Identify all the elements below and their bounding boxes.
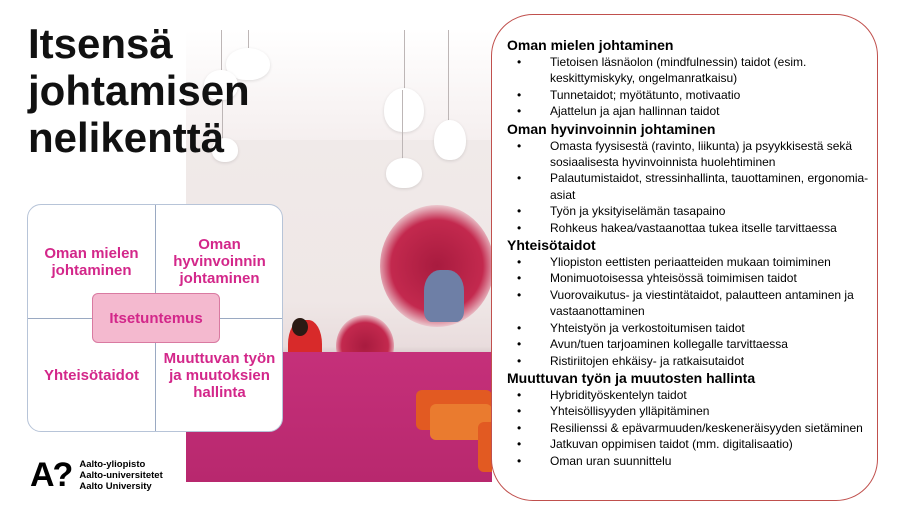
list-item: • Vuorovaikutus- ja viestintätaidot, palautteen antaminen ja vastaanottaminen [507, 287, 877, 320]
logo-mark: A? [30, 456, 72, 494]
list-item: • Yliopiston eettisten periaatteiden mukaan toimiminen [507, 254, 877, 270]
quadrant-center: Itsetuntemus [92, 293, 220, 343]
bullet-list [507, 138, 877, 236]
list-item: • Resilienssi & epävarmuuden/keskeneräisyyden sietäminen [507, 420, 877, 436]
section-title: Oman hyvinvoinnin johtaminen [507, 120, 716, 137]
logo-line: Aalto-yliopisto [79, 458, 146, 470]
list-item: • Avun/tuen tarjoaminen kollegalle tarvittaessa [507, 336, 877, 352]
list-item: • Omasta fyysisestä (ravinto, liikunta) ja psyykkisestä sekä sosiaalisesta hyvinvoinnista huolehtiminen [507, 138, 877, 171]
section-title: Yhteisötaidot [507, 237, 596, 254]
section [507, 236, 877, 369]
list-item: • Monimuotoisessa yhteisössä toimimisen taidot [507, 270, 877, 286]
title-line: johtamisen [28, 67, 250, 114]
quadrant-label: Oman hyvinvoinnin johtaminen [173, 236, 266, 287]
title-line: nelikenttä [28, 114, 225, 161]
person-head [292, 318, 308, 336]
list-item: • Yhteisöllisyyden ylläpitäminen [507, 403, 877, 419]
logo-line: Aalto University [79, 480, 152, 492]
bullet-list [507, 254, 877, 369]
list-item: • Ajattelun ja ajan hallinnan taidot [507, 103, 877, 119]
logo-text [79, 459, 162, 492]
list-item: • Tunnetaidot; myötätunto, motivaatio [507, 87, 877, 103]
list-item: • Hybridityöskentelyn taidot [507, 387, 877, 403]
list-item: • Ristiriitojen ehkäisy- ja ratkaisutaidot [507, 353, 877, 369]
content-list [507, 36, 877, 469]
quadrant-label: Yhteisötaidot [43, 367, 139, 384]
bench [478, 422, 492, 472]
pendant-lamp [434, 120, 466, 160]
pendant-lamp [386, 158, 422, 188]
bullet-list [507, 54, 877, 120]
bullet-list [507, 387, 877, 469]
list-item: • Tietoisen läsnäolon (mindfulnessin) taidot (esim. keskittymiskyky, ongelmanratkaisu) [507, 54, 877, 87]
list-item: • Jatkuvan oppimisen taidot (mm. digitalisaatio) [507, 436, 877, 452]
section-title: Oman mielen johtaminen [507, 37, 674, 53]
list-item: • Rohkeus hakea/vastaanottaa tukea itselle tarvittaessa [507, 220, 877, 236]
section [507, 369, 877, 469]
title-line: Itsensä [28, 20, 173, 67]
quadrant-label: Muuttuvan työn ja muutoksien hallinta [163, 350, 276, 401]
section-title: Muuttuvan työn ja muutosten hallinta [507, 369, 756, 386]
pendant-lamp [384, 88, 424, 132]
person-sitting [424, 270, 464, 322]
section [507, 120, 877, 236]
quadrant-label: Oman mielen johtaminen [44, 244, 139, 279]
quadrant-diagram [27, 204, 283, 432]
list-item: • Oman uran suunnittelu [507, 453, 877, 469]
logo-line: Aalto-universitetet [79, 469, 163, 481]
list-item: • Yhteistyön ja verkostoitumisen taidot [507, 320, 877, 336]
aalto-logo [30, 458, 163, 492]
section [507, 36, 877, 120]
page-title [28, 20, 288, 161]
list-item: • Palautumistaidot, stressinhallinta, tauottaminen, ergonomia-asiat [507, 170, 877, 203]
list-item: • Työn ja yksityiselämän tasapaino [507, 203, 877, 219]
